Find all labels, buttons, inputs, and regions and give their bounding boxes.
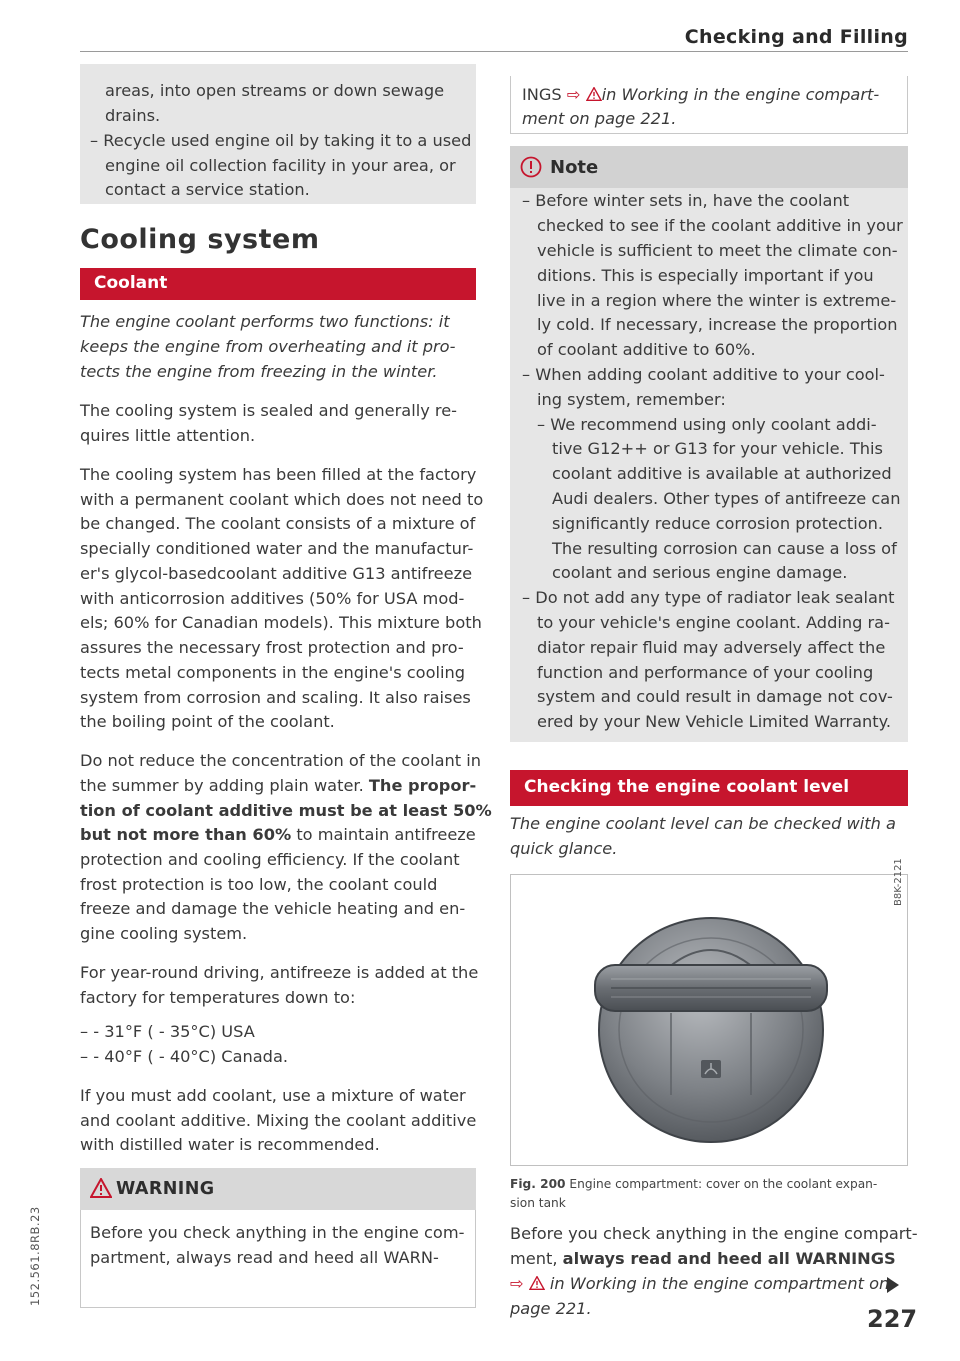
list-item: – - 31°F ( - 35°C) USA xyxy=(80,1022,255,1041)
text-line: with a permanent coolant which does not need to xyxy=(80,490,484,509)
text-line: contact a service station. xyxy=(105,180,310,199)
bold-run: but not more than 60% xyxy=(80,825,292,844)
text-line: coolant additive is available at authorized xyxy=(552,464,892,483)
text-line: significantly reduce corrosion protection. xyxy=(552,514,884,533)
intro-line: quick glance. xyxy=(510,839,618,858)
subsection-title: Checking the engine coolant level xyxy=(524,777,850,797)
arrow-icon: ⇨ xyxy=(566,85,586,104)
cross-reference[interactable]: in Working in the engine compart- xyxy=(601,85,880,104)
section-heading: Cooling system xyxy=(80,224,320,255)
running-header: Checking and Filling xyxy=(684,26,908,48)
caption-text: Engine compartment: cover on the coolant expan- xyxy=(565,1177,878,1191)
text-line: – Recycle used engine oil by taking it to a used xyxy=(90,131,472,150)
text-line: engine oil collection facility in your area, or xyxy=(105,156,456,175)
text-line: partment, always read and heed all WARN- xyxy=(90,1248,439,1267)
warning-triangle-icon xyxy=(90,1178,112,1198)
text-line: If you must add coolant, use a mixture of water xyxy=(80,1086,466,1105)
figure-caption xyxy=(510,1177,877,1191)
text-line: ditions. This is especially important if you xyxy=(537,266,874,285)
text-line: and coolant additive. Mixing the coolant additive xyxy=(80,1111,477,1130)
text-line: drains. xyxy=(105,106,161,125)
cross-reference[interactable]: ment on page 221. xyxy=(522,109,677,128)
warning-triangle-icon xyxy=(586,87,602,101)
text-line: function and performance of your cooling xyxy=(537,663,874,682)
text-line: er's glycol-basedcoolant additive G13 antifreeze xyxy=(80,564,473,583)
note-info-icon xyxy=(520,156,542,178)
bold-run: The propor- xyxy=(368,776,477,795)
text-line: – Do not add any type of radiator leak sealant xyxy=(522,588,895,607)
text-run: INGS xyxy=(522,85,567,104)
text-line: live in a region where the winter is extreme- xyxy=(537,291,897,310)
document-code: 152.561.8RB.23 xyxy=(28,1206,42,1306)
text-run: ment, xyxy=(510,1249,563,1268)
figure-code: B8K-2121 xyxy=(893,858,904,906)
cross-reference[interactable]: page 221. xyxy=(510,1299,592,1318)
bold-run: always read and heed all WARNINGS xyxy=(562,1249,896,1268)
warning-header xyxy=(80,1168,476,1210)
text-line: with anticorrosion additives (50% for USA mod- xyxy=(80,589,465,608)
header-rule xyxy=(80,51,908,52)
list-item: – - 40°F ( - 40°C) Canada. xyxy=(80,1047,289,1066)
text-line: tive G12++ or G13 for your vehicle. This xyxy=(552,439,883,458)
text-line: with distilled water is recommended. xyxy=(80,1135,380,1154)
text-line: tects metal components in the engine's cooling xyxy=(80,663,466,682)
text-line: Audi dealers. Other types of antifreeze can xyxy=(552,489,901,508)
text-line xyxy=(80,823,476,848)
text-line: to your vehicle's engine coolant. Adding ra- xyxy=(537,613,890,632)
figure xyxy=(510,874,908,1166)
text-line xyxy=(80,774,476,799)
text-run: to maintain antifreeze xyxy=(291,825,476,844)
text-line: The cooling system has been filled at the factory xyxy=(80,465,477,484)
text-line: checked to see if the coolant additive in your xyxy=(537,216,903,235)
page-number: 227 xyxy=(867,1305,918,1333)
note-header xyxy=(510,146,908,188)
text-line: system from corrosion and scaling. It also raises xyxy=(80,688,471,707)
text-line: coolant and serious engine damage. xyxy=(552,563,848,582)
text-line: – When adding coolant additive to your cool- xyxy=(522,365,885,384)
text-line: specially conditioned water and the manufactur- xyxy=(80,539,474,558)
text-line: vehicle is sufficient to meet the climate con- xyxy=(537,241,898,260)
intro-line: The engine coolant performs two functions: it xyxy=(80,312,450,331)
note-label: Note xyxy=(550,157,599,178)
text-line: frost protection is too low, the coolant could xyxy=(80,875,438,894)
intro-line: The engine coolant level can be checked with a xyxy=(510,814,896,833)
continue-arrow-icon xyxy=(887,1277,899,1293)
coolant-cap-illustration xyxy=(511,875,907,1165)
text-line: ing system, remember: xyxy=(537,390,726,409)
text-line: The resulting corrosion can cause a loss of xyxy=(552,539,897,558)
text-line: gine cooling system. xyxy=(80,924,248,943)
text-line: For year-round driving, antifreeze is added at the xyxy=(80,963,479,982)
warning-triangle-icon xyxy=(529,1276,545,1290)
text-line: factory for temperatures down to: xyxy=(80,988,356,1007)
subsection-title-bar xyxy=(510,770,908,806)
text-line: be changed. The coolant consists of a mixture of xyxy=(80,514,476,533)
text-run: the summer by adding plain water. xyxy=(80,776,369,795)
text-line: system and could result in damage not cov- xyxy=(537,687,893,706)
text-line xyxy=(522,83,879,108)
text-line: – Before winter sets in, have the coolant xyxy=(522,191,850,210)
text-line: Before you check anything in the engine compart- xyxy=(510,1224,918,1243)
text-line: Before you check anything in the engine com- xyxy=(90,1223,465,1242)
text-line: diator repair fluid may adversely affect the xyxy=(537,638,886,657)
text-line: assures the necessary frost protection and pro- xyxy=(80,638,464,657)
intro-line: keeps the engine from overheating and it pro- xyxy=(80,337,456,356)
cross-reference[interactable]: in Working in the engine compartment on xyxy=(549,1274,890,1293)
text-line: quires little attention. xyxy=(80,426,256,445)
subsection-title-bar xyxy=(80,268,476,300)
text-line xyxy=(510,1272,889,1297)
text-line xyxy=(510,1247,896,1272)
text-line: els; 60% for Canadian models). This mixture both xyxy=(80,613,482,632)
figure-caption: sion tank xyxy=(510,1196,566,1210)
text-line: ered by your New Vehicle Limited Warranty. xyxy=(537,712,892,731)
subsection-title: Coolant xyxy=(94,273,168,293)
text-line: The cooling system is sealed and generally re- xyxy=(80,401,458,420)
text-line: – We recommend using only coolant addi- xyxy=(537,415,877,434)
text-line: the boiling point of the coolant. xyxy=(80,712,335,731)
intro-line: tects the engine from freezing in the winter. xyxy=(80,362,438,381)
bold-line: tion of coolant additive must be at least 50% xyxy=(80,801,492,820)
text-line: areas, into open streams or down sewage xyxy=(105,81,445,100)
text-line: Do not reduce the concentration of the coolant in xyxy=(80,751,482,770)
warning-label: WARNING xyxy=(116,1179,215,1199)
text-line: ly cold. If necessary, increase the proportion xyxy=(537,315,898,334)
text-line: protection and cooling efficiency. If the coolant xyxy=(80,850,460,869)
text-line: of coolant additive to 60%. xyxy=(537,340,756,359)
arrow-icon: ⇨ xyxy=(510,1274,529,1293)
figure-label: Fig. 200 xyxy=(510,1177,566,1191)
text-line: freeze and damage the vehicle heating and en- xyxy=(80,899,466,918)
